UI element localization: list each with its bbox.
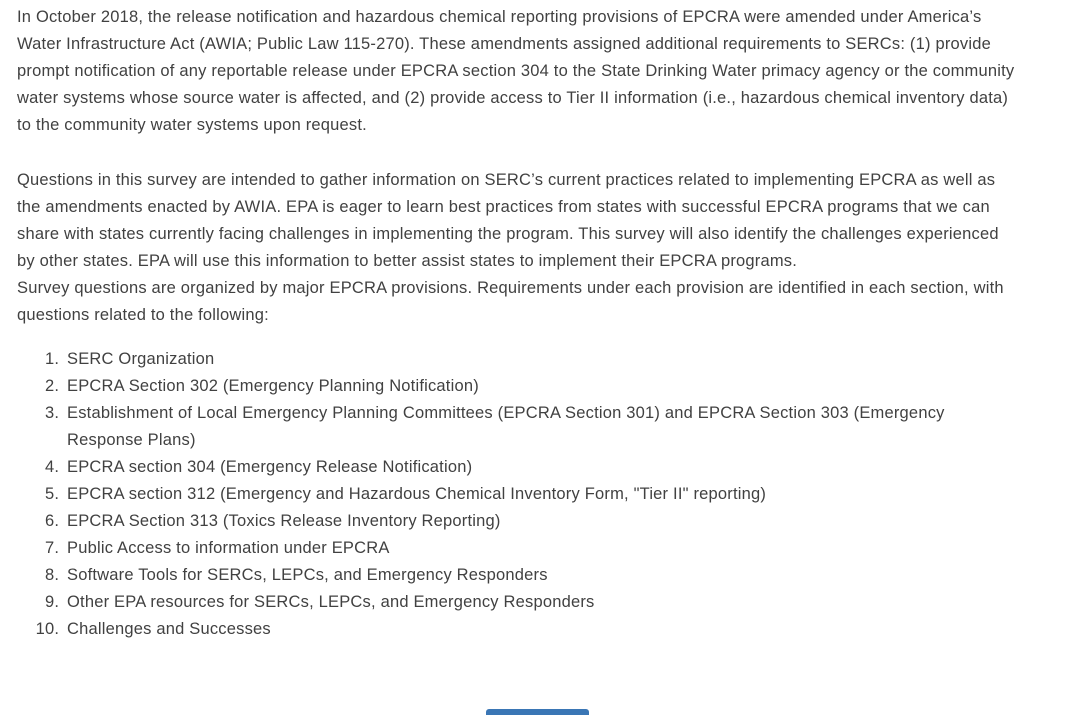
list-item: 3. Establishment of Local Emergency Planning Committees (EPCRA Section 301) and EPCRA Section 303 (Emergency Response Plans) <box>64 400 1017 454</box>
survey-topics-list <box>17 346 1017 643</box>
intro-paragraph-awia: In October 2018, the release notification and hazardous chemical reporting provisions of EPCRA were amended under America’s Water Infrastructure Act (AWIA; Public Law 115-270). These amendments assigned additional requirements to SERCs: (1) provide prompt notification of any reportable release under EPCRA section 304 to the State Drinking Water primacy agency or the community water systems whose source water is affected, and (2) provide access to Tier II information (i.e., hazardous chemical inventory data) to the community water systems upon request. <box>17 8 1015 134</box>
list-item: 7. Public Access to information under EPCRA <box>64 535 1017 562</box>
list-item: 9. Other EPA resources for SERCs, LEPCs, and Emergency Responders <box>64 589 1017 616</box>
list-item: 10. Challenges and Successes <box>64 616 1017 643</box>
list-item: 1. SERC Organization <box>64 346 1017 373</box>
list-item: 5. EPCRA section 312 (Emergency and Hazardous Chemical Inventory Form, "Tier II" reporting) <box>64 481 1017 508</box>
list-item: 6. EPCRA Section 313 (Toxics Release Inventory Reporting) <box>64 508 1017 535</box>
list-item: 2. EPCRA Section 302 (Emergency Planning Notification) <box>64 373 1017 400</box>
intro-paragraph-organization: Survey questions are organized by major EPCRA provisions. Requirements under each provision are identified in each section, with questions related to the following: <box>17 279 1004 324</box>
intro-paragraph-survey-purpose: Questions in this survey are intended to gather information on SERC’s current practices related to implementing EPCRA as well as the amendments enacted by AWIA. EPA is eager to learn best practices from states with successful EPCRA programs that we can share with states currently facing challenges in implementing the program. This survey will also identify the challenges experienced by other states. EPA will use this information to better assist states to implement their EPCRA programs. <box>17 171 999 270</box>
list-item: 4. EPCRA section 304 (Emergency Release Notification) <box>64 454 1017 481</box>
list-item: 8. Software Tools for SERCs, LEPCs, and Emergency Responders <box>64 562 1017 589</box>
next-button-partial[interactable] <box>486 709 589 715</box>
